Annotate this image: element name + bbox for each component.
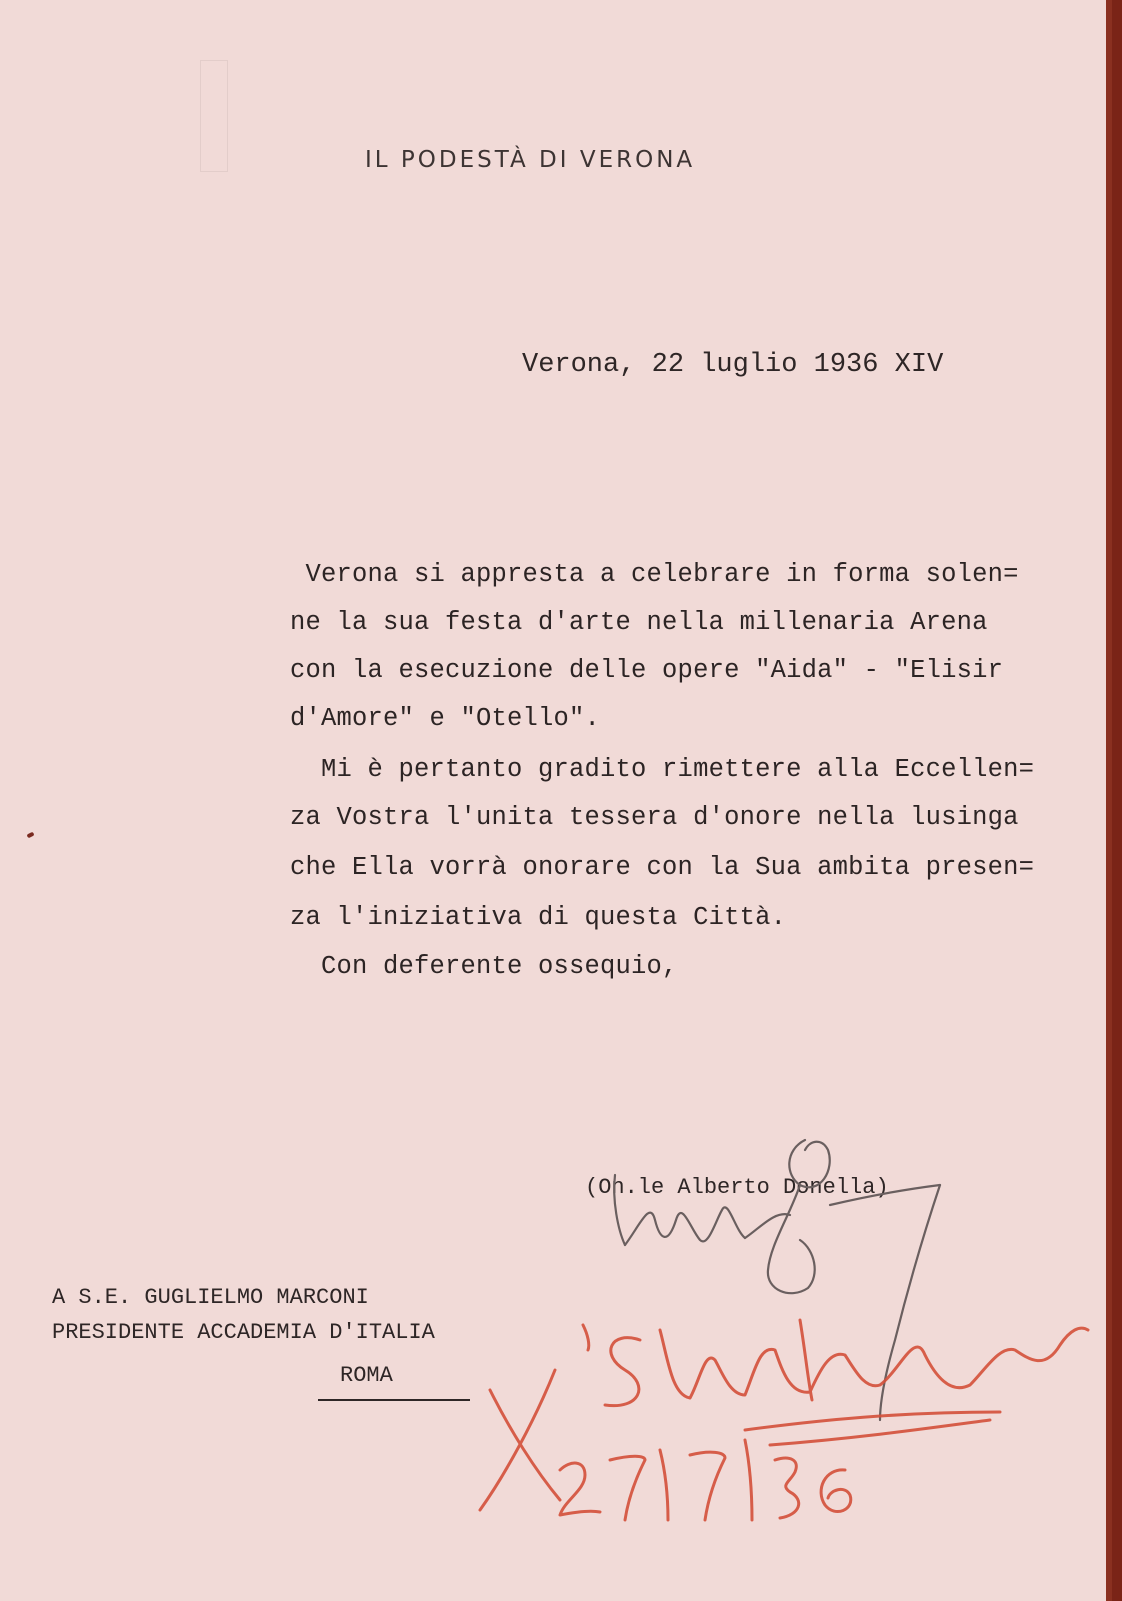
ink-speck: [26, 832, 34, 839]
body-line: Mi è pertanto gradito rimettere alla Eccellen=: [290, 755, 1035, 784]
letter-date: Verona, 22 luglio 1936 XIV: [522, 350, 944, 380]
body-line: za Vostra l'unita tessera d'onore nella lusinga: [290, 803, 1019, 832]
body-line: za l'iniziativa di questa Città.: [290, 903, 787, 932]
recipient-line: PRESIDENTE ACCADEMIA D'ITALIA: [52, 1320, 435, 1345]
faint-emboss-mark: [200, 60, 228, 172]
body-line: ne la sua festa d'arte nella millenaria Arena: [290, 608, 988, 637]
body-line: che Ella vorrà onorare con la Sua ambita presen=: [290, 853, 1035, 882]
body-line: con la esecuzione delle opere "Aida" - "Elisir: [290, 656, 1004, 685]
body-line: Verona si appresta a celebrare in forma solen=: [290, 560, 1019, 589]
letterhead-title: IL PODESTÀ DI VERONA: [365, 147, 696, 173]
recipient-city: ROMA: [340, 1363, 393, 1388]
recipient-line: A S.E. GUGLIELMO MARCONI: [52, 1285, 369, 1310]
body-line: d'Amore" e "Otello".: [290, 704, 601, 733]
signatory-name: (On.le Alberto Donella): [585, 1175, 889, 1200]
red-annotation: [480, 1320, 1088, 1520]
city-underline: [318, 1399, 470, 1401]
body-line: Con deferente ossequio,: [290, 952, 678, 981]
